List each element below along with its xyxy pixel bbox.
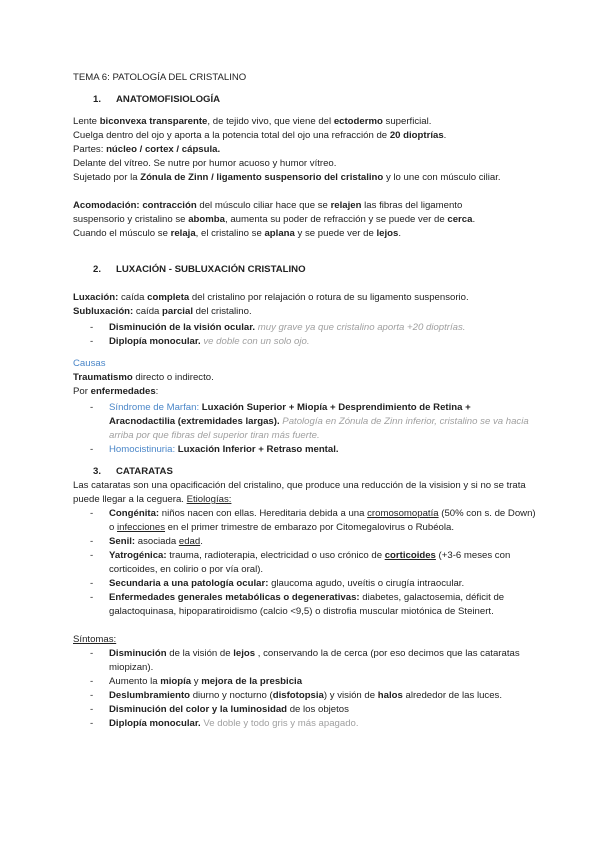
list-item: - Secundaria a una patología ocular: glaucoma agudo, uveítis o cirugía intraocular. <box>90 577 538 591</box>
luxation-consequences-list <box>73 321 538 349</box>
paragraph-lens-description: Lente biconvexa transparente, de tejido vivo, que viene del ectodermo superficial. <box>73 116 432 127</box>
paragraph-accommodation-1: Acomodación: contracción del músculo ciliar hace que se relajen las fibras del ligamento <box>73 200 463 211</box>
document-title: TEMA 6: PATOLOGÍA DEL CRISTALINO <box>73 72 247 83</box>
paragraph-accommodation-3: Cuando el músculo se relaja, el cristalino se aplana y se puede ver de lejos. <box>73 228 402 239</box>
list-item: - Disminución de la visión ocular. muy grave ya que cristalino aporta +20 dioptrías. <box>90 321 538 335</box>
list-item: - Deslumbramiento diurno y nocturno (disfotopsia) y visión de halos alrededor de las luces. <box>90 689 538 703</box>
paragraph-lens-refraction: Cuelga dentro del ojo y aporta a la potencia total del ojo una refracción de 20 dioptrías. <box>73 130 447 141</box>
paragraph-diseases: Por enfermedades: <box>73 386 159 397</box>
paragraph-cataract-intro: Las cataratas son una opacificación del cristalino, que produce una reducción de la visision y si no se trata puede llegar a la ceguera. Etiologías: <box>73 480 526 505</box>
section-3-heading: 3. CATARATAS <box>93 466 173 477</box>
list-item: - Disminución del color y la luminosidad de los objetos <box>90 703 538 717</box>
section-1-heading: 1. ANATOMOFISIOLOGÍA <box>93 94 221 105</box>
paragraph-luxation: Luxación: caída completa del cristalino por relajación o rotura de su ligamento suspensorio. <box>73 292 469 303</box>
causes-list <box>73 401 538 457</box>
list-item: - Aumento la miopía y mejora de la presbicia <box>90 675 538 689</box>
list-item: - Homocistinuria: Luxación Inferior + Retraso mental. <box>90 443 538 457</box>
list-item: - Congénita: niños nacen con ellas. Hereditaria debida a una cromosomopatía (50% con s. de Down) o infecciones en el primer trimestre de embarazo por Citomegalovirus o Rubéola. <box>90 507 538 535</box>
section-2-heading: 2. LUXACIÓN - SUBLUXACIÓN CRISTALINO <box>93 264 306 275</box>
causes-label: Causas <box>73 358 106 369</box>
paragraph-lens-zonule: Sujetado por la Zónula de Zinn / ligamento suspensorio del cristalino y lo une con músculo ciliar. <box>73 172 501 183</box>
paragraph-subluxation: Subluxación: caída parcial del cristalino. <box>73 306 252 317</box>
paragraph-lens-position: Delante del vítreo. Se nutre por humor acuoso y humor vítreo. <box>73 158 337 169</box>
paragraph-accommodation-2: suspensorio y cristalino se abomba, aumenta su poder de refracción y se puede ver de cerca. <box>73 214 476 225</box>
list-item: - Síndrome de Marfan: Luxación Superior + Miopía + Desprendimiento de Retina + Aracnodactilia (extremidades largas). Patología en Zónula de Zinn inferior, cristalino se va hacia arriba por que fibras del superior tiran más fuerte. <box>90 401 538 443</box>
list-item: - Diplopía monocular. Ve doble y todo gris y más apagado. <box>90 717 538 731</box>
list-item: - Enfermedades generales metabólicas o degenerativas: diabetes, galactosemia, déficit de galactoquinasa, hipoparatiroidismo (calcio <9,5) o distrofia muscular miotónica de Steinert. <box>90 591 538 619</box>
list-item: - Disminución de la visión de lejos , conservando la de cerca (por eso decimos que las cataratas miopizan). <box>90 647 538 675</box>
symptoms-list <box>73 647 538 731</box>
list-item: - Senil: asociada edad. <box>90 535 538 549</box>
symptoms-label: Síntomas: <box>73 634 117 645</box>
paragraph-lens-parts: Partes: núcleo / cortex / cápsula. <box>73 144 221 155</box>
list-item: - Diplopía monocular. ve doble con un solo ojo. <box>90 335 538 349</box>
document-page <box>73 71 538 731</box>
etiologies-list <box>73 507 538 619</box>
list-item: - Yatrogénica: trauma, radioterapia, electricidad o uso crónico de corticoides (+3-6 meses con corticoides, en colirio o por vía oral). <box>90 549 538 577</box>
paragraph-trauma: Traumatismo directo o indirecto. <box>73 372 214 383</box>
